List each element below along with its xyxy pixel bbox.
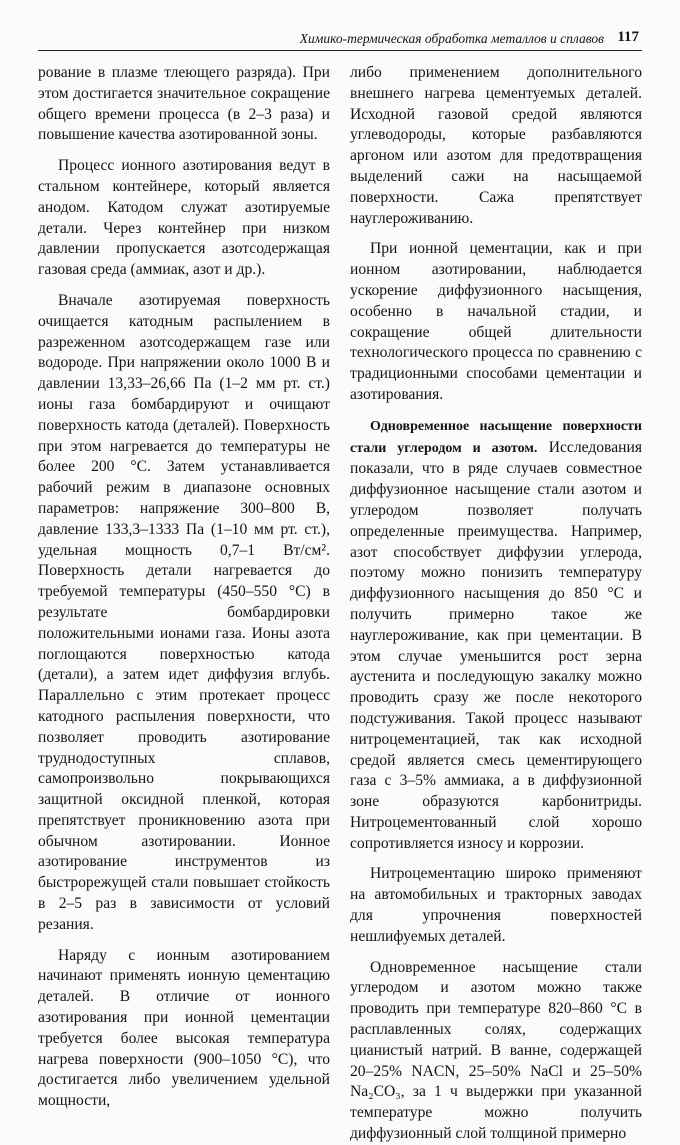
paragraph: рование в плазме тлеющего разряда). При этом достигается значительное сокращение общего времени процесса (в 2–3 раза) и повышение качества азотированной зоны. [38,64,330,144]
paragraph: Вначале азотируемая поверхность очищается катодным распылением в разреженном азотсодержащем газе или водороде. При напряжении около 1000 В и давлении 13,33–26,66 Па (1–2 мм рт. ст.) ионы газа бомбардируют и очищают поверхность катода (деталей). Поверхность при этом нагревается до температуры не более 200 °С. Затем устанавливается рабочий режим в диапазоне основных параметров: напряжение 300–800 В, давление 133,3–1333 Па (1–10 мм рт. ст.), удельная мощность 0,7–1 Вт/см². Поверхность детали нагревается до требуемой температуры (450–550 °С) в результате бомбардировки положительными ионами газа. Ионы азота поглощаются поверхностью катода (детали), а затем идет диффузия вглубь. Параллельно с этим протекает процесс катодного распыления поверхности, что позволяет проводить азотирование труднодоступных сплавов, самопроизвольно покрывающихся защитной оксидной пленкой, которая препятствует проникновению азота при обычном азотировании. Ионное азотирование инструментов из быстрорежущей стали повышает стойкость в 2–5 раз в зависимости от условий резания. [38,291,330,933]
paragraph [350,416,642,855]
paragraph: Наряду с ионным азотированием начинают применять ионную цементацию деталей. В отличие от ионного азотирования при ионной цементации требуется более высокая температура нагрева поверхности (900–1050 °С), что достигается либо увеличением удельной мощности, [38,946,330,1110]
paragraph-body: Исследования показали, что в ряде случаев совместное диффузионное насыщение стали азотом и углеродом позволяет получать определенные преимущества. Например, азот способствует диффузии углерода, поэтому можно понизить температуру диффузионного насыщения до 850 °С и получить примерно такое же науглероживание, как при цементации. В этом случае уменьшится рост зерна аустенита и последующую закалку можно проводить сразу же после некоторого подстуживания. Такой процесс называют нитроцементацией, так как исходной средой является смесь цементирующего газа с 3–5% аммиака, а в диффузионной зоне образуются карбонитриды. Нитроцементованный слой хорошо сопротивляется износу и коррозии. [350,438,642,852]
paragraph: При ионной цементации, как и при ионном азотировании, наблюдается ускорение диффузионного насыщения, особенно в начальной стадии, и сокращение общей длительности технологического процесса по сравнению с традиционными способами цементации и азотирования. [350,240,642,403]
page-number: 117 [617,29,639,45]
header-rule [38,50,642,51]
page-header [38,22,642,52]
paragraph: Нитроцементацию широко применяют на автомобильных и тракторных заводах для упрочнения поверхностей нешлифуемых деталей. [350,865,642,945]
paragraph: Одновременное насыщение стали углеродом и азотом можно также проводить при температуре 820–860 °С в расплавленных солях, содержащих цианистый натрий. В ванне, содержащей 20–25% NACN, 25–50% NaCl и 25–50% Na₂CO₃, за 1 ч выдержки при указанной температуре можно получить диффузионный слой толщиной примерно [350,958,642,1143]
paragraph: Процесс ионного азотирования ведут в стальном контейнере, который является анодом. Катодом служат азотируемые детали. Через контейнер при низком давлении пропускается азотсодержащая газовая среда (аммиак, азот и др.). [38,157,330,279]
running-title: Химико-термическая обработка металлов и сплавов [299,31,604,46]
right-column [350,63,642,1145]
left-column [38,63,330,1112]
section-heading: Одновременное насыщение поверхности стали углеродом и азотом. [350,418,642,456]
paragraph: либо применением дополнительного внешнего нагрева цементуемых деталей. Исходной газовой средой являются углеводороды, которые разбавляются аргоном или азотом для предотвращения выделений сажи на насыщаемой поверхности. Сажа препятствует науглероживанию. [350,64,642,227]
